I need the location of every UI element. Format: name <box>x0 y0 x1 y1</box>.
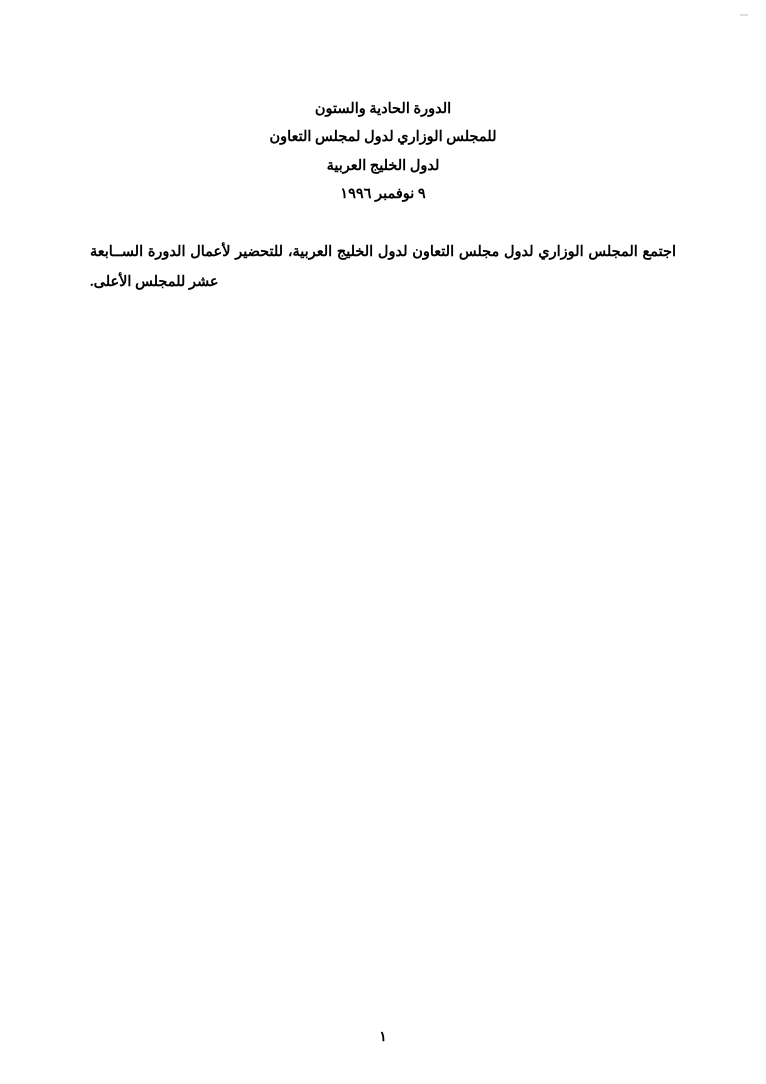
body-text <box>90 238 676 297</box>
heading-line-2: للمجلس الوزاري لدول لمجلس التعاون <box>269 129 497 146</box>
scan-corner-artifact <box>740 14 748 16</box>
heading-line-1: الدورة الحادية والستون <box>314 101 452 117</box>
body-paragraph: اجتمع المجلس الوزاري لدول مجلس التعاون لدول الخليج العربية، للتحضير لأعمال الدورة الســابعة عشر للمجلس الأعلى. <box>90 244 676 290</box>
heading-line-3: لدول الخليج العربية <box>326 157 440 174</box>
page-number: ١ <box>379 1030 387 1045</box>
heading-date: ٩ نوفمبر ١٩٩٦ <box>340 185 426 202</box>
document-heading <box>90 95 676 208</box>
page-content <box>90 95 676 298</box>
